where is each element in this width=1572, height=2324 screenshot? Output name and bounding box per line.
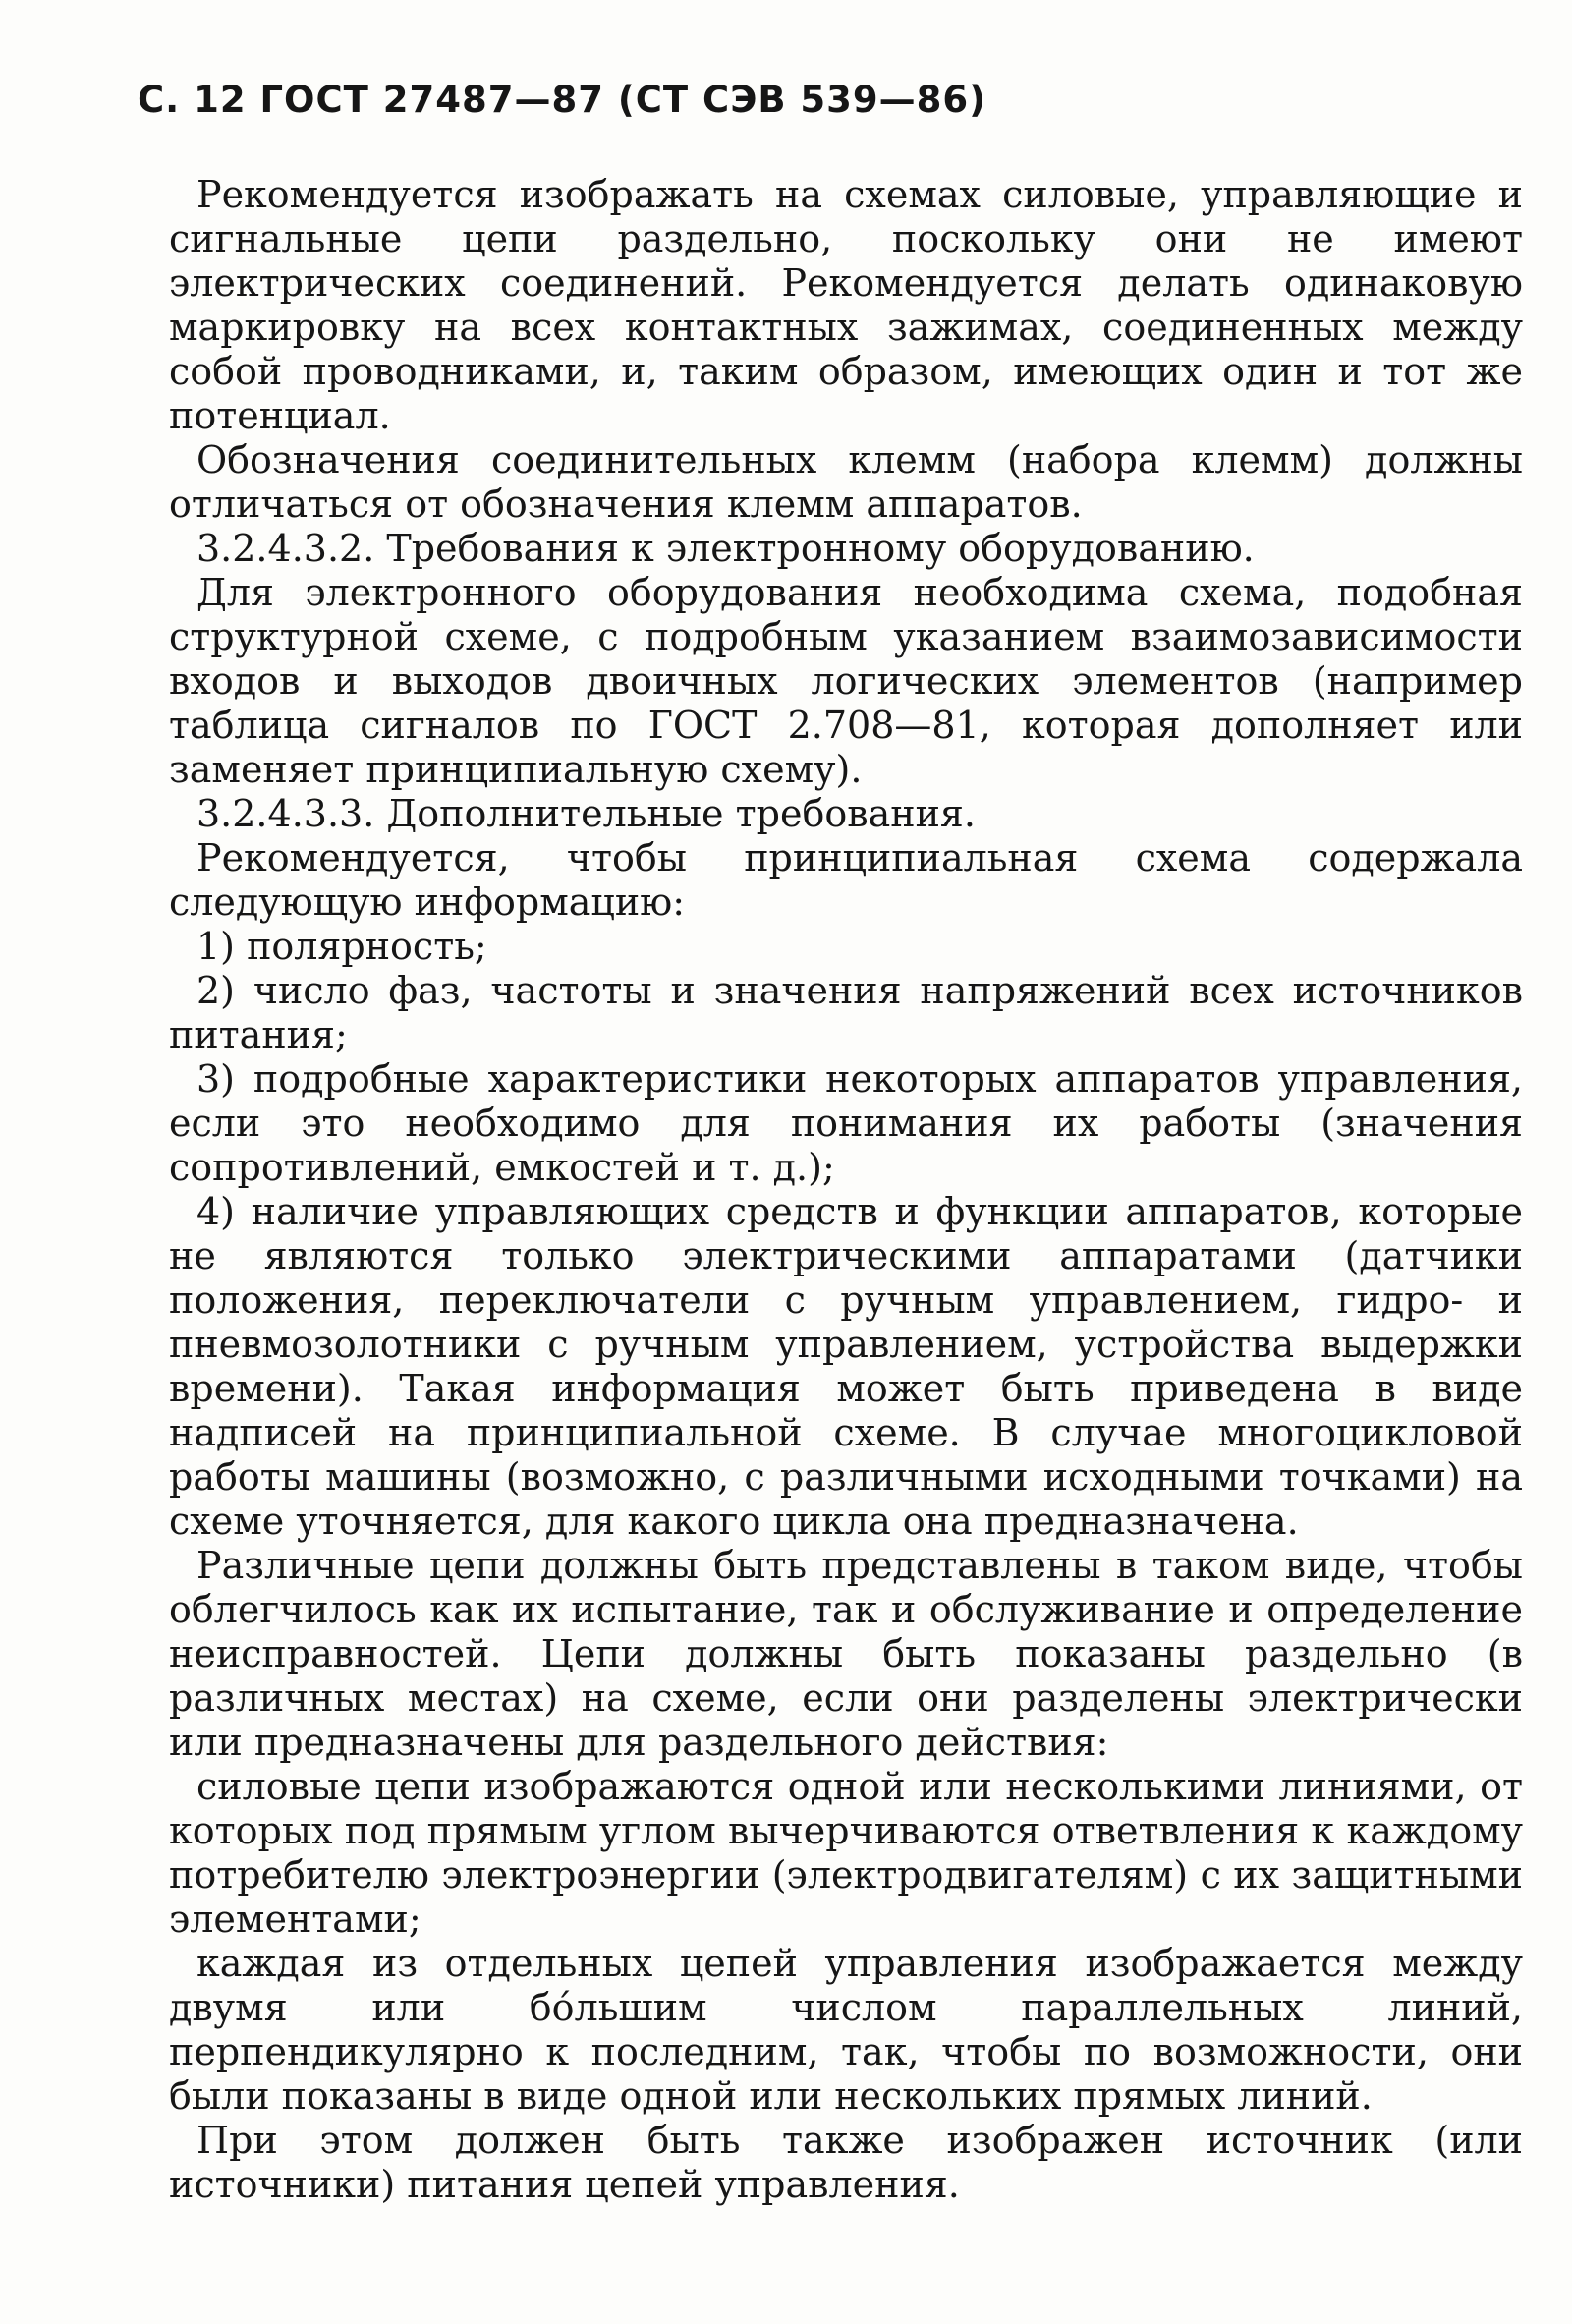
paragraph: Обозначения соединительных клемм (набора клемм) должны отличаться от обозначения клемм аппаратов. [169,438,1523,526]
paragraph: каждая из отдельных цепей управления изображается между двумя или бо́льшим числом параллельных линий, перпендикулярно к последним, так, чтобы по возможности, они были показаны в виде одной или нескольких прямых линий. [169,1942,1523,2118]
list-item: 4) наличие управляющих средств и функции аппаратов, которые не являются только электрическими аппаратами (датчики положения, переключатели с ручным управлением, гидро- и пневмозолотники с ручным управлением, устройства выдержки времени). Такая информация может быть приведена в виде надписей на принципиальной схеме. В случае многоцикловой работы машины (возможно, с различными исходными точками) на схеме уточняется, для какого цикла она предназначена. [169,1190,1523,1543]
paragraph: При этом должен быть также изображен источник (или источники) питания цепей управления. [169,2119,1523,2206]
paragraph: Различные цепи должны быть представлены в таком виде, чтобы облегчилось как их испытание, так и обслуживание и определение неисправностей. Цепи должны быть показаны раздельно (в различных местах) на схеме, если они разделены электрически или предназначены для раздельного действия: [169,1544,1523,1764]
paragraph: Рекомендуется, чтобы принципиальная схема содержала следующую информацию: [169,836,1523,924]
section-heading: 3.2.4.3.3. Дополнительные требования. [196,792,976,835]
list-item: 2) число фаз, частоты и значения напряжений всех источников питания; [169,969,1523,1056]
document-body [169,173,1523,2207]
list-item: 3) подробные характеристики некоторых аппаратов управления, если это необходимо для понимания их работы (значения сопротивлений, емкостей и т. д.); [169,1057,1523,1189]
paragraph: Рекомендуется изображать на схемах силовые, управляющие и сигнальные цепи раздельно, поскольку они не имеют электрических соединений. Рекомендуется делать одинаковую маркировку на всех контактных зажимах, соединенных между собой проводниками, и, таким образом, имеющих один и тот же потенциал. [169,173,1523,437]
paragraph: Для электронного оборудования необходима схема, подобная структурной схеме, с подробным указанием взаимозависимости входов и выходов двоичных логических элементов (например таблица сигналов по ГОСТ 2.708—81, которая дополняет или заменяет принципиальную схему). [169,571,1523,791]
paragraph: силовые цепи изображаются одной или несколькими линиями, от которых под прямым углом вычерчиваются ответвления к каждому потребителю электроэнергии (электродвигателям) с их защитными элементами; [169,1765,1523,1941]
list-item: 1) полярность; [196,925,487,968]
section-heading: 3.2.4.3.2. Требования к электронному оборудованию. [196,527,1255,570]
page-header: С. 12 ГОСТ 27487—87 (СТ СЭВ 539—86) [138,79,987,121]
